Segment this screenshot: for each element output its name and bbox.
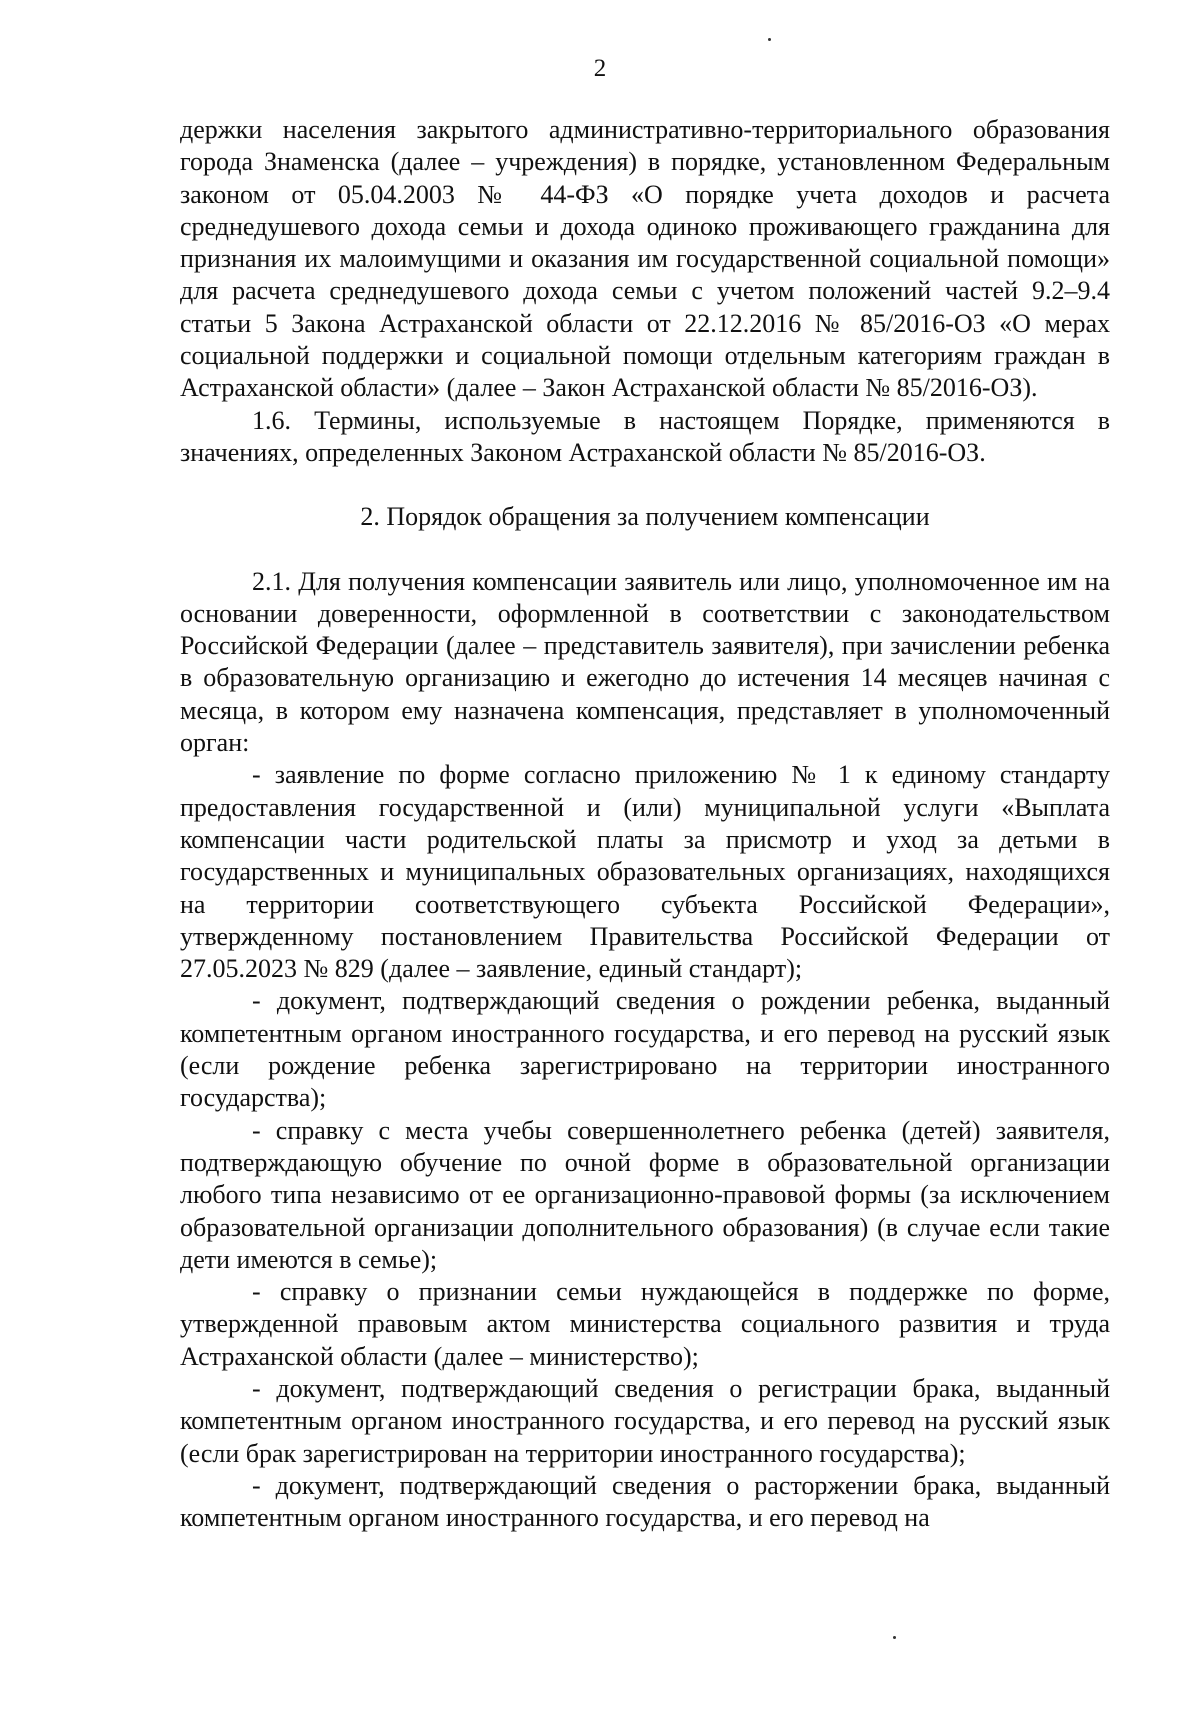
document-body [180,114,1110,1534]
list-item-need-certificate: - справку о признании семьи нуждающейся в поддержке по форме, утвержденной правовым актом министерства социального развития и труда Астраханской области (далее – министерство); [180,1277,1110,1371]
paragraph-1-5-continuation: держки населения закрытого административно-территориального образования города Знаменска (далее – учреждения) в порядке, установленном Федеральным законом от 05.04.2003 № 44-ФЗ «О порядке учета доходов и расчета среднедушевого дохода семьи и дохода одиноко проживающего гражданина для признания их малоимущими и оказания им государственной социальной помощи» для расчета среднедушевого дохода семьи с учетом положений частей 9.2–9.4 статьи 5 Закона Астраханской области от 22.12.2016 № 85/2016-ОЗ «О мерах социальной поддержки и социальной помощи отдельным категориям граждан в Астраханской области» (далее – Закон Астраханской области № 85/2016-ОЗ). [180,115,1110,403]
list-item-application: - заявление по форме согласно приложению № 1 к единому стандарту предоставления государственной и (или) муниципальной услуги «Выплата компенсации части родительской платы за присмотр и уход за детьми в государственных и муниципальных образовательных организациях, находящихся на территории соответствующего субъекта Российской Федерации», утвержденному постановлением Правительства Российской Федерации от 27.05.2023 № 829 (далее – заявление, единый стандарт); [180,760,1110,984]
list-item-divorce-document: - документ, подтверждающий сведения о расторжении брака, выданный компетентным органом иностранного государства, и его перевод на [180,1470,1110,1533]
scan-speck [893,1636,896,1639]
scan-speck [768,38,771,41]
section-2-title: 2. Порядок обращения за получением компенсации [360,502,930,532]
page-number: 2 [593,55,607,82]
paragraph-2-1: 2.1. Для получения компенсации заявитель или лицо, уполномоченное им на основании доверенности, оформленной в соответствии с законодательством Российской Федерации (далее – представитель заявителя), при зачислении ребенка в образовательную организацию и ежегодно до истечения 14 месяцев начиная с месяца, в котором ему назначена компенсация, представляет в уполномоченный орган: [180,566,1110,758]
paragraph-1-6: 1.6. Термины, используемые в настоящем Порядке, применяются в значениях, определенных Законом Астраханской области № 85/2016-ОЗ. [180,405,1110,467]
list-item-study-certificate: - справку с места учебы совершеннолетнего ребенка (детей) заявителя, подтверждающую обучение по очной форме в образовательной организации любого типа независимо от ее организационно-правовой формы (за исключением образовательной организации дополнительного образования) (в случае если такие дети имеются в семье); [180,1115,1110,1274]
list-item-marriage-document: - документ, подтверждающий сведения о регистрации брака, выданный компетентным органом иностранного государства, и его перевод на русский язык (если брак зарегистрирован на территории иностранного государства); [180,1373,1110,1468]
list-item-birth-document: - документ, подтверждающий сведения о рождении ребенка, выданный компетентным органом иностранного государства, и его перевод на русский язык (если рождение ребенка зарегистрировано на территории иностранного государства); [180,986,1110,1113]
